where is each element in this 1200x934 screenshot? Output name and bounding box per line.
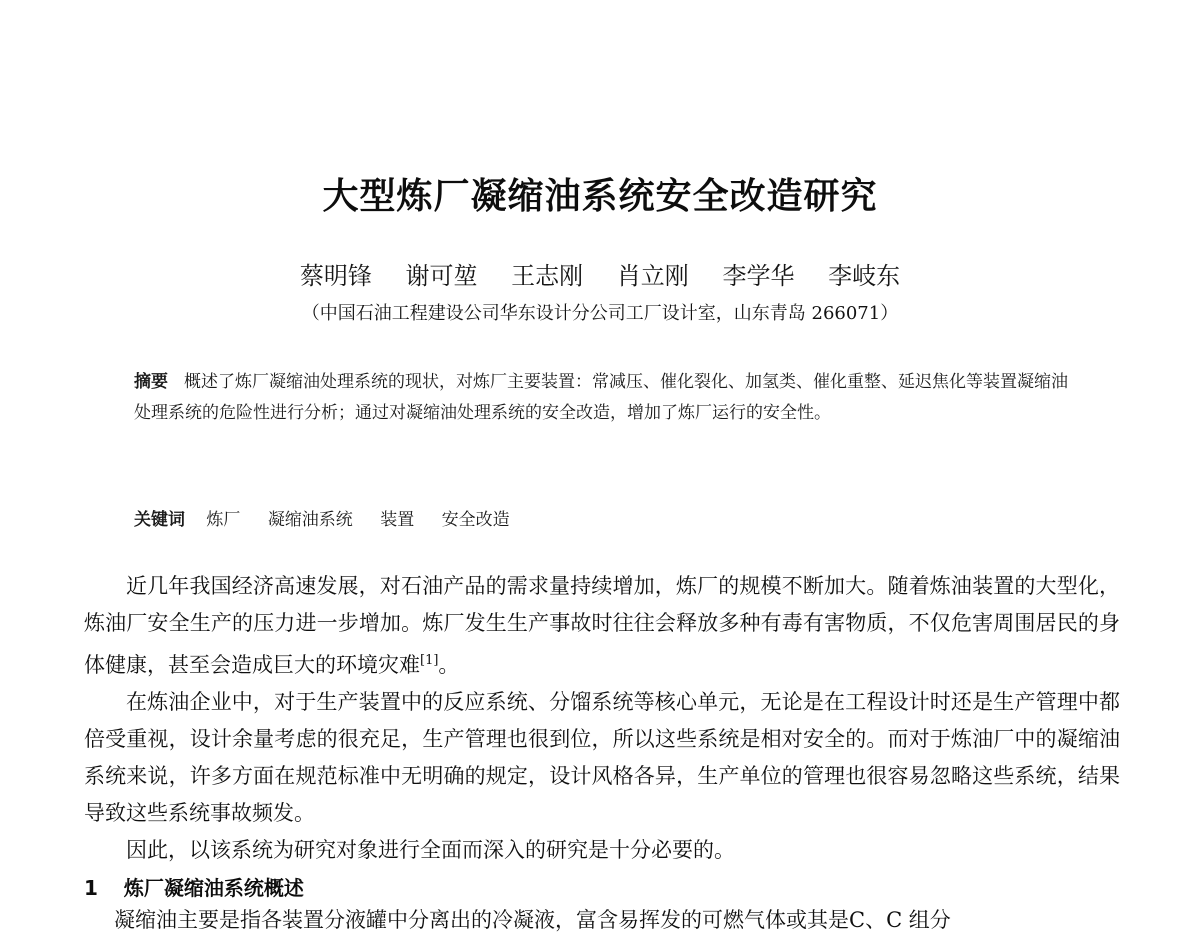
keywords-label: 关键词 <box>134 510 185 530</box>
keyword: 凝缩油系统 <box>267 510 353 530</box>
keywords <box>134 505 1074 530</box>
paragraph-1-end: 。 <box>438 653 460 677</box>
cutoff-line: 凝缩油主要是指各装置分液罐中分离出的冷凝液，富含易挥发的可燃气体或其是C、C 组分 <box>114 908 951 932</box>
section-heading <box>84 872 304 901</box>
author-name: 谢可堃 <box>405 262 478 290</box>
author-name: 蔡明锋 <box>299 262 372 290</box>
affiliation: （中国石油工程建设公司华东设计分公司工厂设计室，山东青岛 266071） <box>301 303 899 324</box>
section-title: 炼厂凝缩油系统概述 <box>123 876 304 900</box>
section-number: 1 <box>84 876 98 900</box>
keyword: 装置 <box>380 510 415 530</box>
abstract-text: 概述了炼厂凝缩油处理系统的现状，对炼厂主要装置：常减压、催化裂化、加氢类、催化重整、延迟焦化等装置凝缩油处理系统的危险性进行分析；通过对凝缩油处理系统的安全改造，增加了炼厂运行的安全性。 <box>134 372 1068 423</box>
author-name: 王志刚 <box>511 262 584 290</box>
citation-ref: [1] <box>420 653 439 668</box>
abstract <box>134 367 1074 429</box>
paragraph-2: 在炼油企业中，对于生产装置中的反应系统、分馏系统等核心单元，无论是在工程设计时还是生产管理中都倍受重视，设计余量考虑的很充足，生产管理也很到位，所以这些系统是相对安全的。而对于炼油厂中的凝缩油系统来说，许多方面在规范标准中无明确的规定，设计风格各异，生产单位的管理也很容易忽略这些系统，结果导致这些系统事故频发。 <box>84 690 1120 825</box>
paper-title: 大型炼厂凝缩油系统安全改造研究 <box>322 176 878 217</box>
author-name: 李岐东 <box>828 262 901 290</box>
keyword: 安全改造 <box>441 510 510 530</box>
author-list <box>0 256 1200 291</box>
paragraph-1-text: 近几年我国经济高速发展，对石油产品的需求量持续增加，炼厂的规模不断加大。随着炼油装置的大型化，炼油厂安全生产的压力进一步增加。炼厂发生生产事故时往往会释放多种有毒有害物质，不仅危害周围居民的身体健康，甚至会造成巨大的环境灾难 <box>84 574 1120 677</box>
abstract-label: 摘要 <box>134 372 168 392</box>
keyword: 炼厂 <box>206 510 241 530</box>
author-name: 李学华 <box>722 262 795 290</box>
body-text <box>84 568 1120 869</box>
paragraph-1 <box>84 568 1120 684</box>
paragraph-3: 因此，以该系统为研究对象进行全面而深入的研究是十分必要的。 <box>126 838 735 862</box>
author-name: 肖立刚 <box>616 262 689 290</box>
